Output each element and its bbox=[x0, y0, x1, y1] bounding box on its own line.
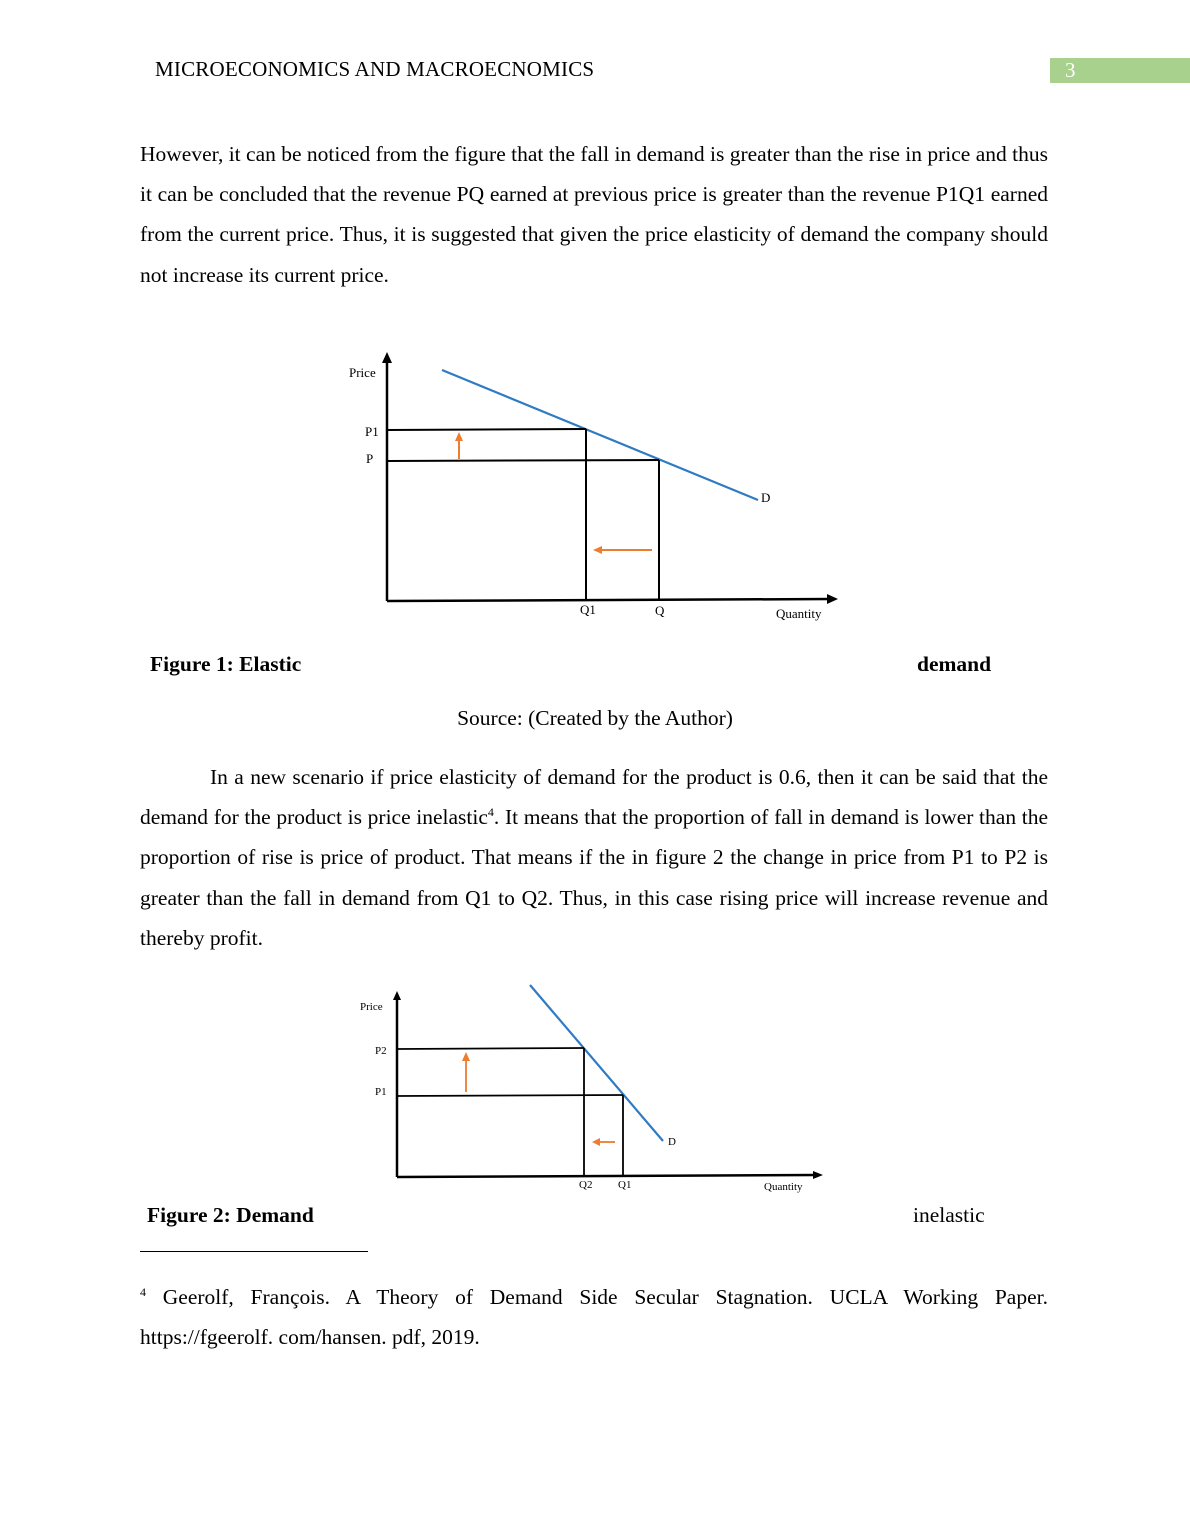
figure-1-source: Source: (Created by the Author) bbox=[457, 706, 733, 730]
quantity-fall-arrowhead bbox=[592, 1138, 600, 1146]
figure-2-inelastic-demand-chart bbox=[355, 980, 835, 1200]
price-rise-arrowhead bbox=[462, 1052, 470, 1061]
x-axis-label: Quantity bbox=[764, 1181, 803, 1193]
footnote-reference[interactable]: 4 bbox=[487, 805, 494, 820]
paragraph-inelastic-scenario bbox=[140, 757, 1048, 958]
y-axis-label: Price bbox=[360, 1001, 383, 1013]
footnote bbox=[140, 1277, 1048, 1357]
x-axis-label: Quantity bbox=[776, 606, 822, 621]
tick-label-p1: P1 bbox=[365, 424, 379, 439]
price-line-p bbox=[387, 460, 659, 461]
paragraph-conclusion: However, it can be noticed from the figure that the fall in demand is greater than the rise in price and thus it can be concluded that the revenue PQ earned at previous price is greater than the revenue P1Q1 earned from the current price. Thus, it is suggested that given the price elasticity of demand the company should not increase its current price. bbox=[140, 142, 1048, 287]
y-axis-arrowhead bbox=[382, 352, 392, 363]
curve-label-d: D bbox=[668, 1136, 676, 1148]
figure-1-caption-left: Figure 1: Elastic bbox=[150, 652, 302, 676]
figure-2-caption-left: Figure 2: Demand bbox=[147, 1203, 314, 1227]
paragraph-text-after: . It means that the proportion of fall in demand is lower than the proportion of rise is price of product. That means if the in figure 2 the change in price from P1 to P2 is greater than the fall in demand from Q1 to Q2. Thus, in this case rising price will increase revenue and thereby profit. bbox=[140, 805, 1048, 950]
running-header: MICROECONOMICS AND MACROECNOMICS bbox=[155, 57, 595, 81]
figure-2-caption-right: inelastic bbox=[913, 1203, 985, 1227]
x-axis bbox=[387, 599, 832, 601]
tick-label-q2: Q2 bbox=[579, 1179, 593, 1191]
x-axis-arrowhead bbox=[813, 1171, 823, 1179]
figure-1-elastic-demand-chart bbox=[340, 345, 850, 635]
footnote-text: Geerolf, François. A Theory of Demand Side Secular Stagnation. UCLA Working Paper. https://fgeerolf. com/hansen. pdf, 2019. bbox=[140, 1285, 1048, 1349]
price-line-p1 bbox=[387, 429, 586, 430]
figure-1-caption-right: demand bbox=[917, 652, 992, 676]
quantity-fall-arrowhead bbox=[593, 546, 602, 554]
price-line-p1 bbox=[397, 1095, 623, 1096]
price-rise-arrowhead bbox=[455, 432, 463, 441]
footnote-marker: 4 bbox=[140, 1284, 146, 1299]
tick-label-p2: P2 bbox=[375, 1045, 387, 1057]
tick-label-p1: P1 bbox=[375, 1086, 387, 1098]
y-axis-label: Price bbox=[349, 365, 376, 380]
page-number: 3 bbox=[1050, 58, 1190, 83]
tick-label-q1: Q1 bbox=[618, 1179, 632, 1191]
y-axis-arrowhead bbox=[393, 991, 401, 1000]
footnote-separator bbox=[140, 1251, 368, 1252]
tick-label-q: Q bbox=[655, 603, 665, 618]
price-line-p2 bbox=[397, 1048, 584, 1049]
tick-label-p: P bbox=[366, 451, 374, 466]
demand-curve bbox=[530, 985, 663, 1141]
x-axis-arrowhead bbox=[827, 594, 838, 604]
curve-label-d: D bbox=[761, 490, 771, 505]
demand-curve bbox=[442, 370, 758, 500]
x-axis bbox=[397, 1175, 815, 1177]
tick-label-q1: Q1 bbox=[580, 602, 596, 617]
paragraph-text-before: In a new scenario if price elasticity of demand for the product is 0.6, then it can be said that the demand for the product is price inelastic bbox=[140, 765, 1048, 830]
